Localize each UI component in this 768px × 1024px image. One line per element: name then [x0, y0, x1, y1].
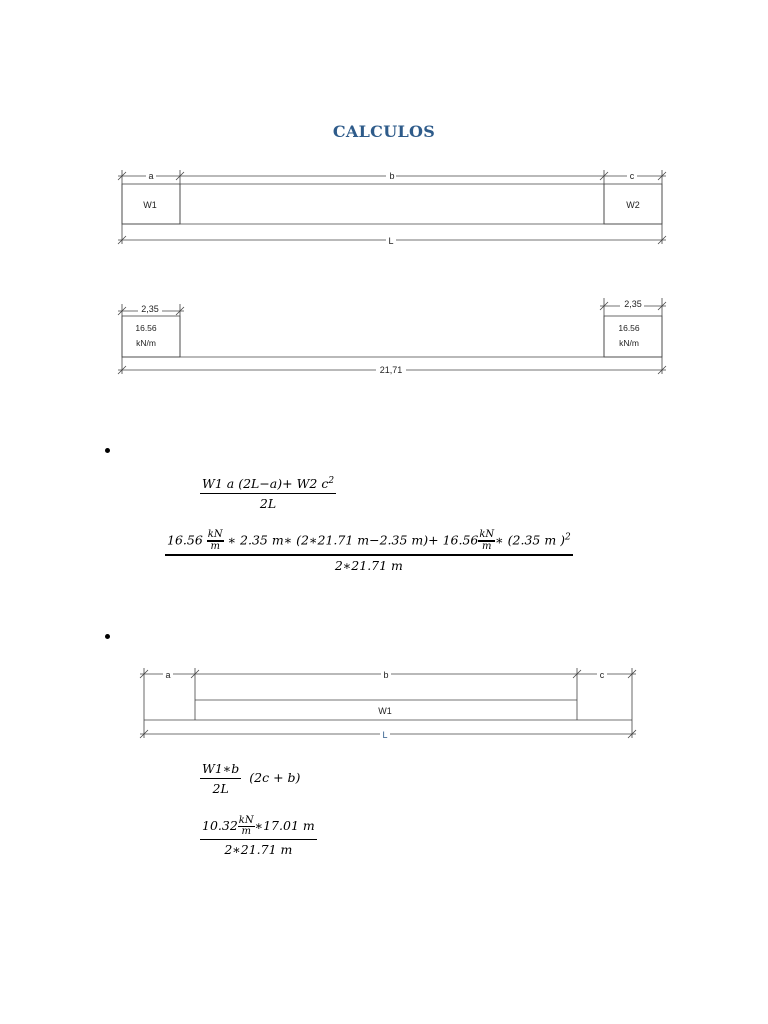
page-title: CALCULOS — [332, 122, 436, 141]
dim-b-label: b — [389, 171, 395, 181]
dim-a-label: a — [148, 171, 154, 181]
left-dim-label: 2,35 — [141, 304, 159, 314]
dim-b-label-3: b — [383, 670, 389, 680]
formula2-unit-kn: kN — [207, 529, 223, 540]
load-w1-label: W1 — [143, 200, 157, 210]
right-load-value: 16.56 — [618, 323, 640, 333]
formula2-part2: ∗ 2.35 m∗ (2∗21.71 m−2.35 m)+ 16.56 — [227, 532, 479, 548]
formula2-denominator: 2∗21.71 m — [334, 558, 403, 573]
right-dim-label: 2,35 — [624, 299, 642, 309]
dim-c-label-3: c — [599, 670, 605, 680]
formula2-part3: ∗ (2.35 m ) — [495, 532, 566, 548]
formula4-part1: 10.32 — [202, 818, 238, 833]
dim-l-label-3: L — [382, 730, 388, 740]
formula2-part1: 16.56 — [167, 532, 203, 548]
formula4-unit-kn: kN — [238, 815, 254, 826]
formula1-denominator: 2L — [259, 496, 277, 512]
formula1-numerator: W1 a (2L−a)+ W2 c — [202, 476, 329, 492]
formula1-exponent: 2 — [328, 476, 335, 486]
formula2-unit-m-2: m — [482, 541, 492, 552]
left-load-unit: kN/m — [136, 338, 156, 348]
formula-distributed-symbolic — [200, 761, 300, 796]
left-load-value: 16.56 — [135, 323, 157, 333]
formula4-denominator: 2∗21.71 m — [224, 842, 293, 857]
formula2-unit-m: m — [210, 541, 220, 552]
load-w1-label-3: W1 — [378, 706, 392, 716]
formula3-tail: (2c + b) — [249, 770, 301, 785]
dim-c-label: c — [629, 171, 635, 181]
formula3-numerator: W1∗b — [200, 761, 241, 779]
dim-l-label: L — [388, 236, 394, 246]
formula2-unit-kn-2: kN — [479, 529, 495, 540]
load-w2-label: W2 — [626, 200, 640, 210]
formula4-part2: ∗17.01 m — [254, 818, 315, 833]
formula-distributed-numeric — [200, 816, 317, 857]
total-length-label: 21,71 — [379, 365, 403, 375]
right-load-unit: kN/m — [619, 338, 639, 348]
formula2-exponent: 2 — [565, 532, 571, 543]
dim-a-label-3: a — [165, 670, 171, 680]
formula3-denominator: 2L — [212, 781, 229, 796]
formula4-unit-m: m — [241, 826, 251, 837]
